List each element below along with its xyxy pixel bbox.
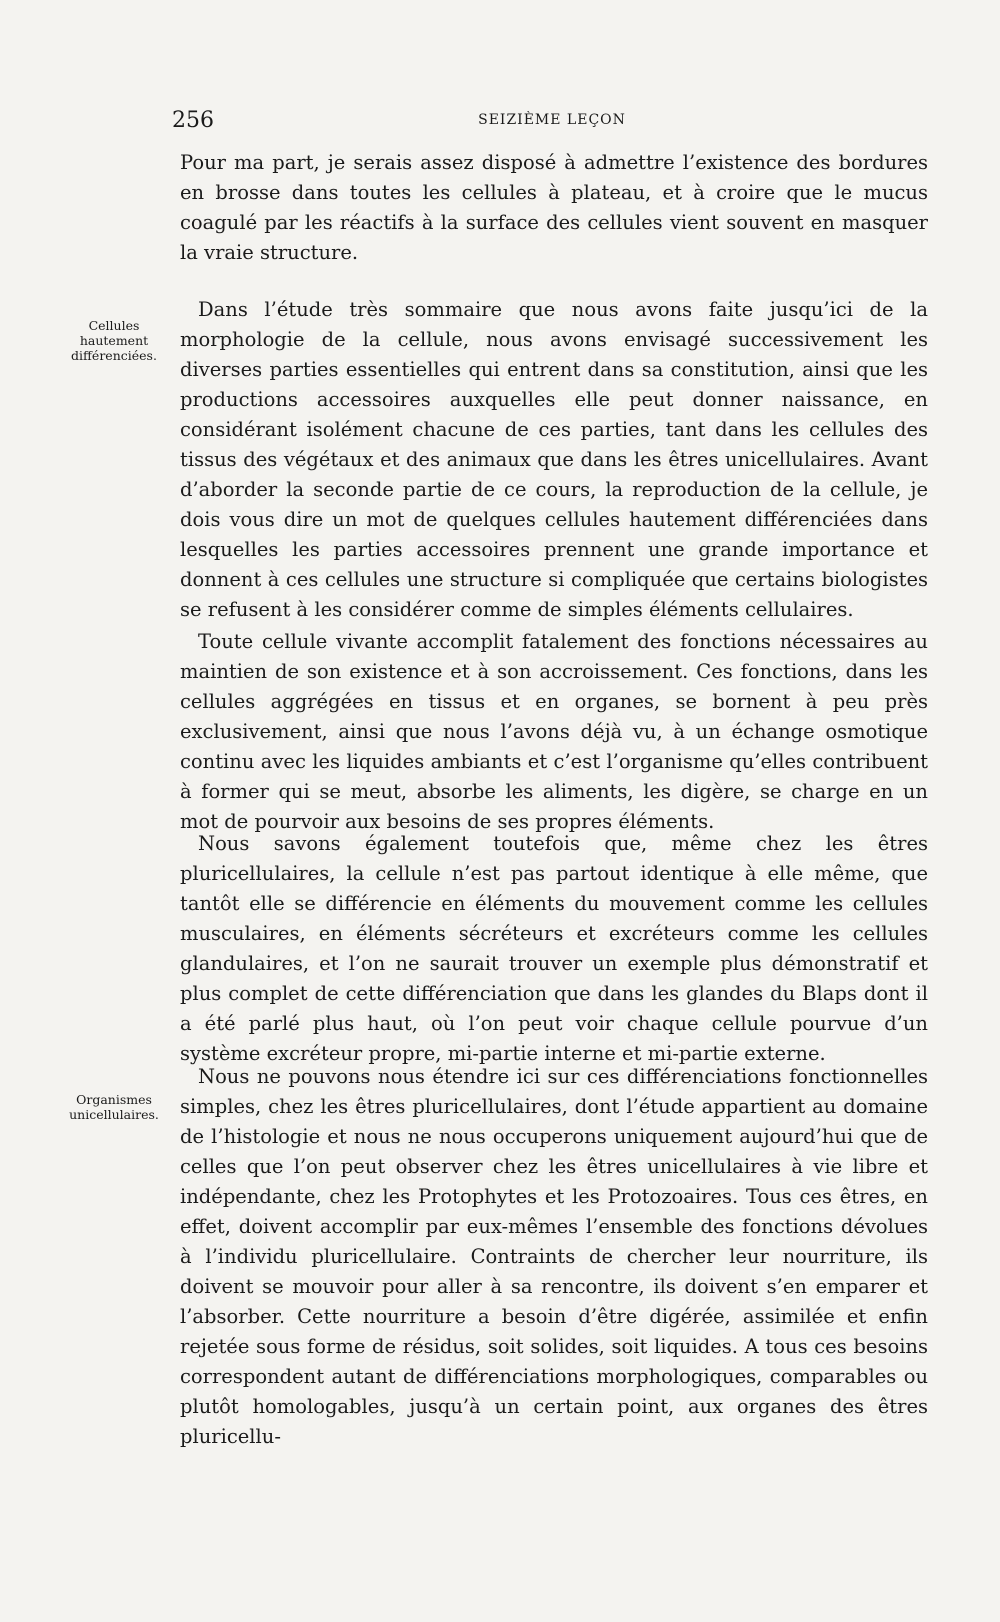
paragraph: Toute cellule vivante accomplit fatalement des fonctions nécessaires au maintien de son existence et à son accroissement. Ces fonctions, dans les cellules aggrégées en tissus et en organes, se bornent à peu près exclusivement, ainsi que nous l’avons déjà vu, à un échange osmotique continu avec les liquides ambiants et c’est l’organisme qu’elles contribuent à former qui se meut, absorbe les aliments, les digère, se charge en un mot de pourvoir aux besoins de ses propres éléments. xyxy=(180,630,928,833)
paragraph: Nous ne pouvons nous étendre ici sur ces différenciations fonctionnelles simples, chez les êtres pluricellulaires, dont l’étude appartient au domaine de l’histologie et nous ne nous occuperons uniquement aujourd’hui que de celles que l’on peut observer chez les êtres unicellulaires à vie libre et indépendante, chez les Protophytes et les Protozoaires. Tous ces êtres, en effet, doivent accomplir par eux-mêmes l’ensemble des fonctions dévolues à l’individu pluricellulaire. Contraints de chercher leur nourriture, ils doivent se mouvoir pour aller à sa rencontre, ils doivent s’en emparer et l’absorber. Cette nourriture a besoin d’être digérée, assimilée et enfin rejetée sous forme de résidus, soit solides, soit liquides. A tous ces besoins correspondent autant de différenciations morphologiques, comparables ou plutôt homologables, jusqu’à un certain point, aux organes des êtres pluricellu- xyxy=(180,1065,928,1448)
margin-note-cellules: Cellules hautement différenciées. xyxy=(71,318,157,363)
paragraph: Dans l’étude très sommaire que nous avons faite jusqu’ici de la morphologie de la cellule, nous avons envisagé successivement les diverses parties essentielles qui entrent dans sa constitution, ainsi que les productions accessoires auxquelles elle peut donner naissance, en considérant isolément chacune de ces parties, tant dans les cellules des tissus des végétaux et des animaux que dans les êtres unicellulaires. Avant d’aborder la seconde partie de ce cours, la reproduction de la cellule, je dois vous dire un mot de quelques cellules hautement différenciées dans lesquelles les parties accessoires prennent une grande importance et donnent à ces cellules une structure si compliquée que certains biologistes se refusent à les considérer comme de simples éléments cellulaires. xyxy=(180,298,928,621)
paragraph: Nous savons également toutefois que, même chez les êtres pluricellulaires, la cellule n’est pas partout identique à elle même, que tantôt elle se différencie en éléments du mouvement comme les cellules musculaires, en éléments sécréteurs et excréteurs comme les cellules glandulaires, et l’on ne saurait trouver un exemple plus démonstratif et plus complet de cette différenciation que dans les glandes du Blaps dont il a été parlé plus haut, où l’on peut voir chaque cellule pourvue d’un système excréteur propre, mi-partie interne et mi-partie externe. xyxy=(180,832,928,1065)
running-title: SEIZIÈME LEÇON xyxy=(478,112,626,128)
page-header xyxy=(172,108,932,136)
paragraph: Pour ma part, je serais assez disposé à admettre l’existence des bordures en brosse dans toutes les cellules à plateau, et à croire que le mucus coagulé par les réactifs à la surface des cellules vient souvent en masquer la vraie structure. xyxy=(180,151,928,264)
page-number: 256 xyxy=(172,108,214,133)
margin-note-organismes: Organismes unicellulaires. xyxy=(69,1092,159,1122)
